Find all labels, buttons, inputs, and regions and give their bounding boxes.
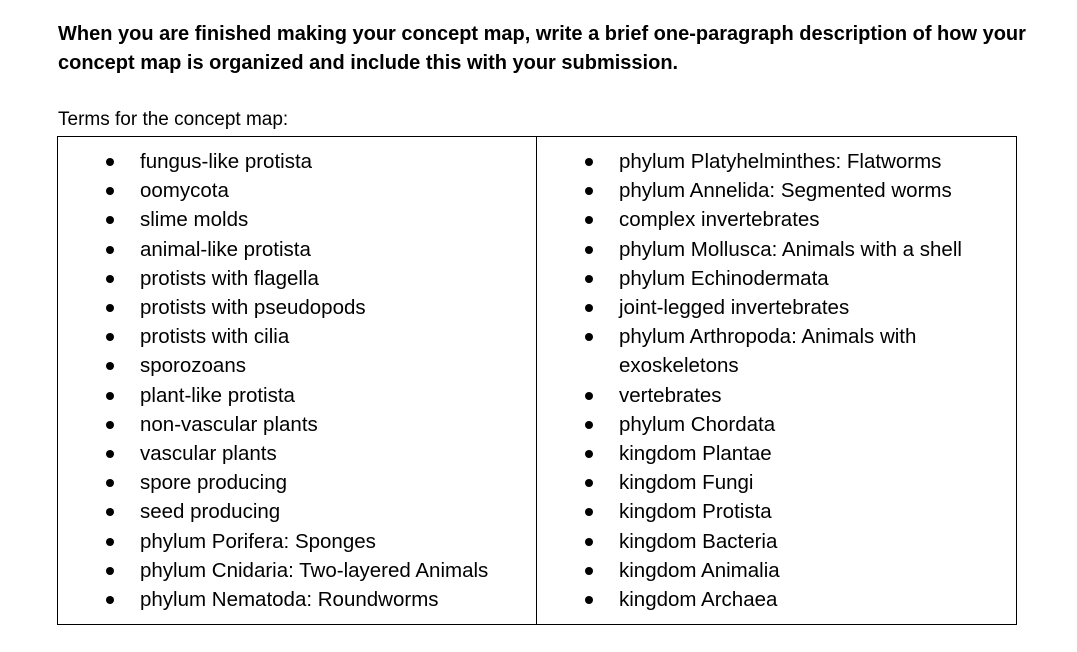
bullet-icon bbox=[106, 333, 114, 341]
term-item bbox=[537, 264, 1016, 293]
bullet-icon bbox=[585, 333, 593, 341]
bullet-icon bbox=[106, 304, 114, 312]
term-item bbox=[537, 322, 949, 380]
term-item bbox=[58, 468, 536, 497]
term-item bbox=[537, 235, 1016, 264]
term-label: slime molds bbox=[140, 208, 249, 232]
term-item bbox=[58, 585, 536, 614]
bullet-icon bbox=[106, 567, 114, 575]
term-item bbox=[537, 176, 1016, 205]
term-label: oomycota bbox=[140, 179, 229, 203]
instructions-text: When you are finished making your concept map, write a brief one-paragraph description of how your concept map is organized and include this with your submission. bbox=[58, 23, 1026, 74]
bullet-icon bbox=[106, 538, 114, 546]
term-label: protists with pseudopods bbox=[140, 296, 366, 320]
term-label: joint-legged invertebrates bbox=[619, 296, 850, 320]
term-label: kingdom Archaea bbox=[619, 588, 778, 612]
bullet-icon bbox=[106, 392, 114, 400]
term-label: vertebrates bbox=[619, 383, 722, 407]
term-item bbox=[58, 381, 536, 410]
term-label: phylum Cnidaria: Two-layered Animals bbox=[140, 558, 489, 582]
term-item bbox=[58, 176, 536, 205]
bullet-icon bbox=[585, 479, 593, 487]
term-item bbox=[58, 497, 536, 526]
terms-list-right bbox=[537, 147, 1016, 614]
term-item bbox=[537, 556, 1016, 585]
term-label: seed producing bbox=[140, 500, 281, 524]
term-label: kingdom Bacteria bbox=[619, 529, 778, 553]
term-item bbox=[537, 205, 1016, 234]
term-item bbox=[58, 322, 536, 351]
bullet-icon bbox=[106, 275, 114, 283]
bullet-icon bbox=[106, 246, 114, 254]
term-label: spore producing bbox=[140, 471, 288, 495]
term-label: phylum Mollusca: Animals with a shell bbox=[619, 237, 962, 261]
term-item bbox=[58, 205, 536, 234]
term-item bbox=[58, 410, 536, 439]
term-item bbox=[537, 147, 1016, 176]
term-label: animal-like protista bbox=[140, 237, 311, 261]
term-item bbox=[58, 293, 536, 322]
bullet-icon bbox=[106, 508, 114, 516]
bullet-icon bbox=[585, 275, 593, 283]
bullet-icon bbox=[585, 538, 593, 546]
bullet-icon bbox=[106, 421, 114, 429]
bullet-icon bbox=[585, 158, 593, 166]
term-item bbox=[58, 147, 536, 176]
bullet-icon bbox=[106, 187, 114, 195]
term-label: sporozoans bbox=[140, 354, 246, 378]
term-label: kingdom Protista bbox=[619, 500, 772, 524]
terms-column-left bbox=[58, 137, 537, 624]
bullet-icon bbox=[585, 216, 593, 224]
term-item bbox=[537, 527, 1016, 556]
term-label: non-vascular plants bbox=[140, 412, 318, 436]
bullet-icon bbox=[585, 304, 593, 312]
term-label: vascular plants bbox=[140, 442, 277, 466]
bullet-icon bbox=[585, 187, 593, 195]
bullet-icon bbox=[585, 567, 593, 575]
term-label: phylum Nematoda: Roundworms bbox=[140, 588, 439, 612]
term-label: fungus-like protista bbox=[140, 150, 313, 173]
term-label: kingdom Fungi bbox=[619, 471, 754, 495]
term-item bbox=[537, 410, 1016, 439]
term-item bbox=[58, 264, 536, 293]
term-label: complex invertebrates bbox=[619, 208, 820, 232]
term-item bbox=[58, 556, 536, 585]
term-label: phylum Annelida: Segmented worms bbox=[619, 179, 952, 203]
bullet-icon bbox=[106, 158, 114, 166]
term-item bbox=[537, 439, 1016, 468]
term-label: protists with cilia bbox=[140, 325, 290, 349]
bullet-icon bbox=[106, 596, 114, 604]
bullet-icon bbox=[585, 508, 593, 516]
terms-table bbox=[57, 136, 1017, 625]
term-item bbox=[58, 527, 536, 556]
term-item bbox=[537, 293, 1016, 322]
terms-column-right bbox=[537, 137, 1016, 624]
term-label: phylum Arthropoda: Animals with exoskeletons bbox=[619, 325, 917, 378]
bullet-icon bbox=[585, 450, 593, 458]
term-label: phylum Platyhelminthes: Flatworms bbox=[619, 150, 942, 173]
term-item bbox=[537, 585, 1016, 614]
term-label: phylum Chordata bbox=[619, 412, 776, 436]
term-label: plant-like protista bbox=[140, 383, 295, 407]
bullet-icon bbox=[585, 246, 593, 254]
bullet-icon bbox=[106, 450, 114, 458]
term-item bbox=[58, 235, 536, 264]
term-item bbox=[537, 497, 1016, 526]
bullet-icon bbox=[585, 421, 593, 429]
terms-list-left bbox=[58, 147, 536, 614]
term-item bbox=[537, 381, 1016, 410]
bullet-icon bbox=[106, 362, 114, 370]
term-label: kingdom Animalia bbox=[619, 558, 780, 582]
bullet-icon bbox=[106, 216, 114, 224]
terms-label: Terms for the concept map: bbox=[58, 109, 289, 130]
bullet-icon bbox=[585, 596, 593, 604]
term-label: protists with flagella bbox=[140, 266, 319, 290]
term-label: kingdom Plantae bbox=[619, 442, 772, 466]
term-item bbox=[58, 351, 536, 380]
bullet-icon bbox=[585, 392, 593, 400]
term-item bbox=[58, 439, 536, 468]
term-item bbox=[537, 468, 1016, 497]
term-label: phylum Echinodermata bbox=[619, 266, 829, 290]
bullet-icon bbox=[106, 479, 114, 487]
term-label: phylum Porifera: Sponges bbox=[140, 529, 376, 553]
